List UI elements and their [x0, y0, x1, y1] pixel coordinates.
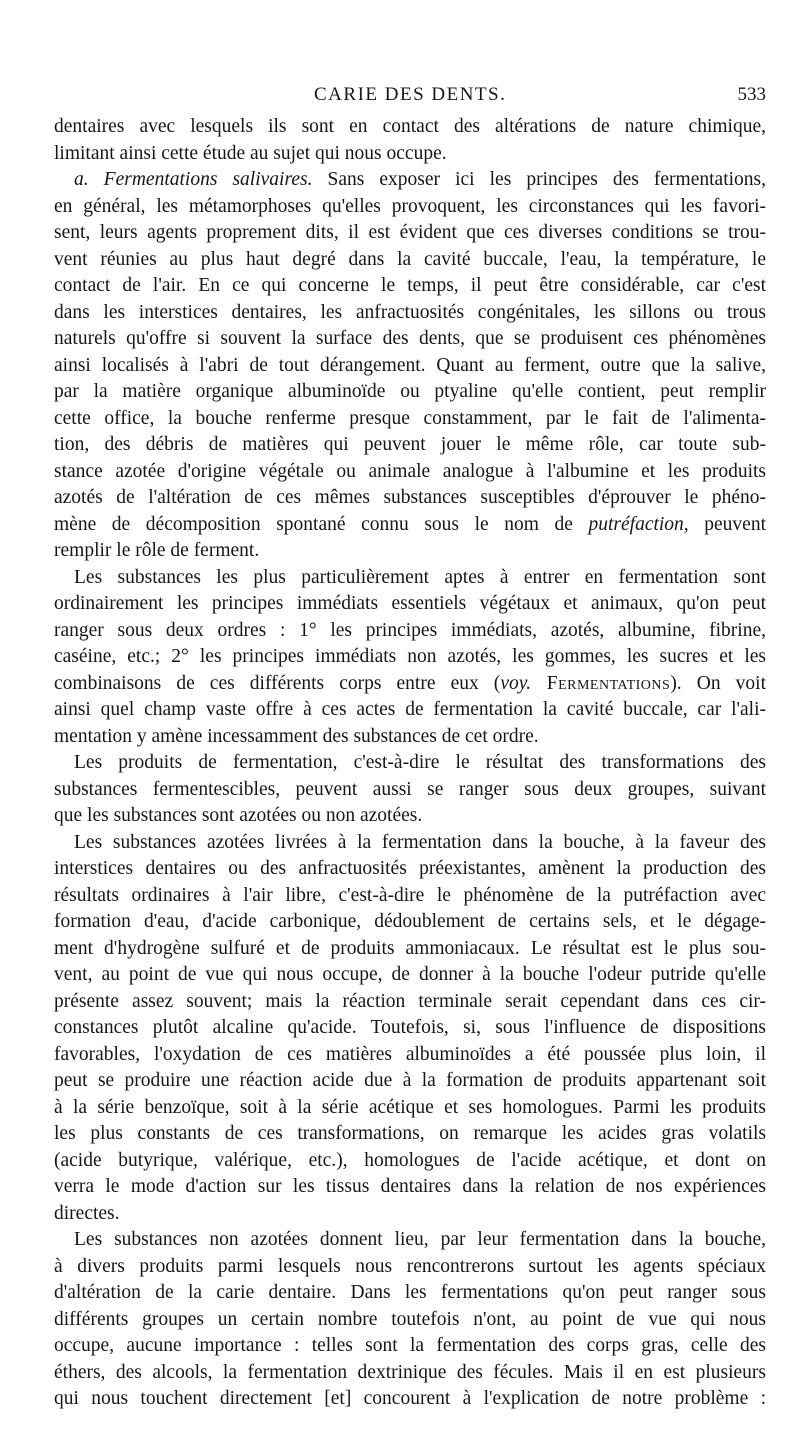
text-line: différents groupes un certain nombre toutefois n'ont, au point de vue qui nous: [54, 1308, 766, 1330]
text-line: combinaisons de ces différents corps entre eux (voy. Fermentations). On voit: [54, 672, 767, 694]
text-line: formation d'eau, d'acide carbonique, dédoublement de certains sels, et le dégage-: [54, 911, 766, 932]
paragraph-substances: [54, 565, 766, 751]
paragraph-fermentations-salivaires: [54, 167, 766, 565]
text-line: caséine, etc.; 2° les principes immédiats non azotés, les gommes, les sucres et les: [54, 646, 766, 667]
text-line: d'altération de la carie dentaire. Dans les fermentations qu'on peut ranger sous: [54, 1282, 766, 1303]
text-line: contact de l'air. En ce qui concerne le temps, il peut être considérable, car c'est: [54, 275, 766, 296]
text-line: interstices dentaires ou des anfractuosités préexistantes, amènent la production des: [54, 858, 766, 879]
paragraph-1: [54, 114, 766, 167]
text-line: Les substances non azotées donnent lieu, par leur fermentation dans la bouche,: [74, 1229, 766, 1250]
text-line: Les substances azotées livrées à la fermentation dans la bouche, à la faveur des: [74, 831, 766, 853]
paragraph-azotees: [54, 830, 766, 1228]
page-number: 533: [737, 84, 766, 105]
text-line: substances fermentescibles, peuvent aussi se ranger sous deux groupes, suivant: [54, 778, 766, 800]
text-line: sent, leurs agents proprement dits, il est évident que ces diverses conditions se trou-: [54, 222, 766, 243]
text-line: ment d'hydrogène sulfuré et de produits ammoniacaux. Le résultat est le plus sou-: [54, 937, 766, 959]
cross-reference: Fermentations: [531, 672, 671, 694]
text-line: vent, au point de vue qui nous occupe, de donner à la bouche l'odeur putride qu'elle: [54, 964, 766, 985]
text-line: mentation y amène incessamment des substances de cet ordre.: [54, 725, 539, 747]
text-line: dentaires avec lesquels ils sont en contact des altérations de nature chimique,: [54, 116, 766, 137]
page-header: [54, 84, 766, 114]
text-line: limitant ainsi cette étude au sujet qui nous occupe.: [54, 142, 447, 164]
text-line: que les substances sont azotées ou non azotées.: [54, 805, 423, 826]
text-line: cette office, la bouche renferme presque constamment, par le fait de l'alimenta-: [54, 407, 766, 429]
text-line: ainsi localisés à l'abri de tout dérangement. Quant au ferment, outre que la salive,: [54, 354, 766, 376]
text-line: peut se produire une réaction acide due à la formation de produits appartenant soit: [54, 1070, 766, 1091]
text-line: ranger sous deux ordres : 1° les principes immédiats, azotés, albumine, fibrine,: [54, 619, 766, 641]
text-line: azotés de l'altération de ces mêmes substances susceptibles d'éprouver le phéno-: [54, 487, 766, 508]
italic-term: voy.: [500, 672, 532, 694]
text-line: à la série benzoïque, soit à la série acétique et ses homologues. Parmi les produits: [54, 1096, 766, 1118]
text-line: éthers, des alcools, la fermentation dextrinique des fécules. Mais il en est plusieurs: [54, 1361, 766, 1383]
section-heading: a. Fermentations salivaires.: [74, 169, 313, 190]
italic-term: putréfaction,: [588, 513, 689, 535]
text-line: naturels qu'offre si souvent la surface des dents, que se produisent ces phénomènes: [54, 328, 766, 349]
text-line: qui nous touchent directement [et] concourent à l'explication de notre problème :: [54, 1388, 766, 1409]
text-line: en général, les métamorphoses qu'elles provoquent, les circonstances qui les favori-: [54, 195, 766, 217]
text-line: directes.: [54, 1202, 120, 1224]
text-line: dans les interstices dentaires, les anfractuosités congénitales, les sillons ou trous: [54, 301, 766, 323]
text-line: verra le mode d'action sur les tissus dentaires dans la relation de nos expériences: [54, 1176, 766, 1197]
text-line: ordinairement les principes immédiats essentiels végétaux et animaux, qu'on peut: [54, 593, 766, 614]
text-line: occupe, aucune importance : telles sont la fermentation des corps gras, celle des: [54, 1335, 766, 1356]
text-line: a. Fermentations salivaires. Sans exposer ici les principes des fermentations,: [74, 169, 766, 190]
text-line: tion, des débris de matières qui peuvent jouer le même rôle, car toute sub-: [54, 434, 766, 455]
text-line: présente assez souvent; mais la réaction terminale serait cependant dans ces cir-: [54, 990, 766, 1012]
paragraph-produits: [54, 750, 766, 830]
text-line: stance azotée d'origine végétale ou animale analogue à l'albumine et les produits: [54, 460, 766, 482]
text-line: (acide butyrique, valérique, etc.), homologues de l'acide acétique, et dont on: [54, 1149, 766, 1171]
text-line: mène de décomposition spontané connu sous le nom de putréfaction, peuvent: [54, 513, 766, 535]
text-line: ainsi quel champ vaste offre à ces actes de fermentation la cavité buccale, car l'ali-: [54, 699, 766, 720]
text-line: constances plutôt alcaline qu'acide. Toutefois, si, sous l'influence de dispositions: [54, 1017, 766, 1038]
text-line: favorables, l'oxydation de ces matières albuminoïdes a été poussée plus loin, il: [54, 1043, 766, 1065]
paragraph-non-azotees: [54, 1227, 766, 1413]
text-line: Les substances les plus particulièrement aptes à entrer en fermentation sont: [74, 566, 766, 588]
text-line: les plus constants de ces transformations, on remarque les acides gras volatils: [54, 1123, 766, 1144]
text-line: résultats ordinaires à l'air libre, c'est-à-dire le phénomène de la putréfaction avec: [54, 884, 766, 906]
running-title: CARIE DES DENTS.: [314, 84, 507, 105]
page: [54, 84, 766, 1413]
text-line: par la matière organique albuminoïde ou ptyaline qu'elle contient, peut remplir: [54, 381, 766, 402]
text-line: remplir le rôle de ferment.: [54, 540, 260, 561]
text-line: vent réunies au plus haut degré dans la cavité buccale, l'eau, la température, le: [54, 248, 766, 270]
text-line: Les produits de fermentation, c'est-à-dire le résultat des transformations des: [74, 752, 766, 773]
text-line: à divers produits parmi lesquels nous rencontrerons surtout les agents spéciaux: [54, 1255, 766, 1277]
